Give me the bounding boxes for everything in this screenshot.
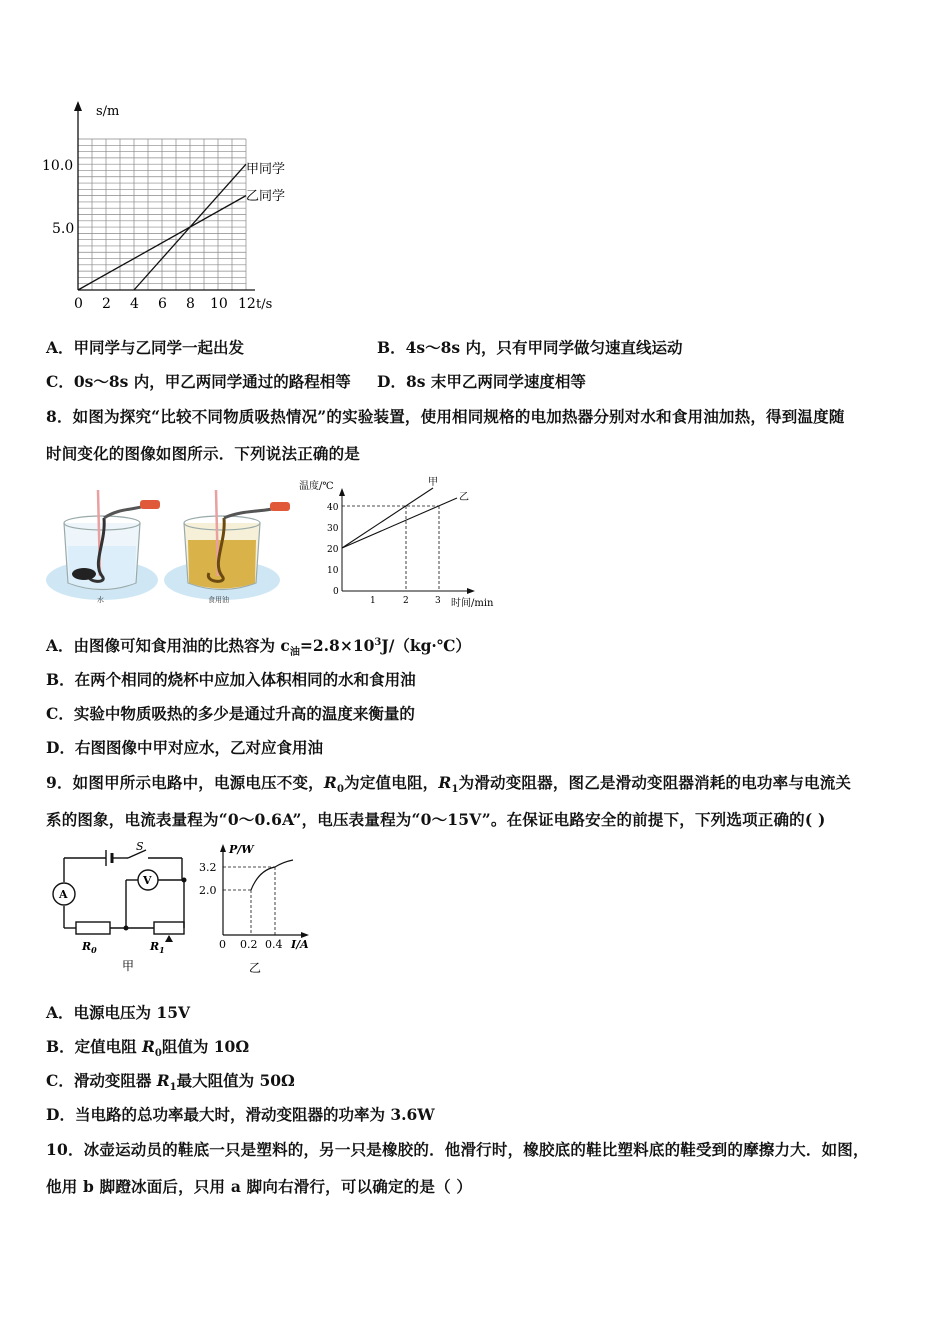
st-graph-label-jia: 甲同学: [246, 162, 286, 177]
q8-stem-line2: 时间变化的图像如图所示．下列说法正确的是: [46, 444, 361, 463]
q9-stem-text-a: 9．如图甲所示电路中，电源电压不变，: [46, 773, 324, 792]
st-graph-y-label: s/m: [96, 104, 120, 119]
q8-graph-line-jia: [342, 488, 433, 548]
q9-graph-x-tick-02: 0.2: [240, 938, 258, 951]
q9-option-b[interactable]: [46, 1035, 249, 1059]
q9-circuit-switch-label: S: [136, 840, 144, 853]
q8-option-a-post: J/（kg·℃）: [381, 636, 471, 655]
q8-option-a-pre: A．由图像可知食用油的比热容为 c: [46, 636, 290, 655]
q9-graph-caption: 乙: [249, 961, 262, 975]
q9-option-c-sub: 1: [169, 1082, 177, 1094]
st-graph-y-arrow: [74, 101, 82, 111]
q7-option-a[interactable]: A．甲同学与乙同学一起出发: [46, 338, 245, 357]
q9-circuit-r0-label: $R_0$: [82, 940, 97, 955]
st-graph: [30, 95, 310, 320]
q9-circuit-voltmeter-label: V: [143, 874, 152, 887]
q9-option-c-pre: C．滑动变阻器: [46, 1071, 157, 1090]
q9-option-c-r: R: [156, 1071, 170, 1090]
q9-option-b-r: R: [142, 1037, 155, 1056]
q8-beaker-water-label: 水: [97, 596, 104, 604]
q9-stem-line1: [46, 771, 851, 795]
q8-temp-graph: [295, 470, 505, 612]
q9-stem-line2: 系的图象，电流表量程为“0～0.6A”，电压表量程为“0～15V”。在保证电路安全的前提下，下列选项正确的( ): [46, 810, 826, 829]
st-graph-x-label: t/s: [256, 297, 273, 312]
q8-graph-x-arrow: [467, 588, 475, 594]
q9-option-b-sub: 0: [154, 1048, 162, 1060]
q7-option-b[interactable]: B．4s～8s 内，只有甲同学做匀速直线运动: [377, 338, 683, 357]
q9-option-b-post: 阻值为 10Ω: [161, 1037, 250, 1056]
q8-graph-y-tick-10: 10: [327, 566, 339, 576]
q8-graph-y-label: 温度/℃: [299, 481, 334, 492]
q8-option-a-sup: 3: [374, 636, 382, 648]
q9-graph-curve: [251, 860, 293, 890]
q9-option-c[interactable]: [46, 1069, 295, 1093]
q9-circuit-caption: 甲: [122, 959, 135, 973]
st-graph-x-tick: 4: [130, 296, 139, 312]
q7-option-d[interactable]: D．8s 末甲乙两同学速度相等: [377, 372, 586, 391]
q9-stem-text-b: 为定值电阻，: [344, 773, 439, 792]
q8-option-b[interactable]: B．在两个相同的烧杯中应加入体积相同的水和食用油: [46, 670, 416, 689]
st-graph-x-tick: 8: [186, 296, 195, 312]
q10-stem-line1: 10．冰壶运动员的鞋底一只是塑料的，另一只是橡胶的．他滑行时，橡胶底的鞋比塑料底的鞋受到的摩擦力大．如图，: [46, 1140, 869, 1159]
q9-graph-y-arrow: [220, 844, 226, 852]
q8-graph-x-tick-3: 3: [435, 596, 441, 606]
q8-graph-line-yi: [342, 498, 457, 548]
q9-option-b-pre: B．定值电阻: [46, 1037, 142, 1056]
q9-circuit-ammeter-label: A: [59, 888, 68, 901]
st-graph-y-tick-5: 5.0: [52, 221, 75, 237]
q9-option-d[interactable]: D．当电路的总功率最大时，滑动变阻器的功率为 3.6W: [46, 1105, 435, 1124]
q8-beaker-oil-label: 食用油: [208, 596, 229, 604]
q10-stem-line2: 他用 b 脚蹬冰面后，只用 a 脚向右滑行，可以确定的是（ ）: [46, 1177, 473, 1196]
q9-graph-x-tick-04: 0.4: [265, 938, 283, 951]
q7-option-c[interactable]: C．0s～8s 内，甲乙两同学通过的路程相等: [46, 372, 351, 391]
q9-graph-x-label: I/A: [291, 938, 309, 951]
q9-circuit-diagram: [44, 840, 204, 980]
q8-graph-x-tick-1: 1: [370, 596, 376, 606]
st-graph-grid: [78, 139, 246, 290]
st-graph-x-tick: 12: [238, 296, 256, 312]
q8-beaker-water: [44, 488, 164, 608]
q8-graph-y-tick-20: 20: [327, 545, 339, 555]
q8-graph-y-arrow: [339, 488, 345, 496]
q9-graph-y-label: P/W: [229, 843, 254, 856]
q9-option-a[interactable]: A．电源电压为 15V: [46, 1003, 191, 1022]
st-graph-x-tick: 10: [210, 296, 228, 312]
q8-option-d[interactable]: D．右图图像中甲对应水，乙对应食用油: [46, 738, 323, 757]
st-graph-label-yi: 乙同学: [246, 189, 286, 204]
q8-option-a-mid: =2.8×10: [299, 636, 375, 655]
st-graph-x-ticks: [74, 296, 256, 312]
q8-option-a-sub: 油: [289, 647, 300, 659]
q9-circuit-r1-label: $R_1$: [150, 940, 165, 955]
q8-graph-label-yi: 乙: [459, 492, 469, 503]
q8-graph-x-label: 时间/min: [451, 598, 494, 609]
q8-option-a[interactable]: [46, 634, 471, 658]
q8-graph-x-tick-2: 2: [403, 596, 409, 606]
q9-stem-text-c: 为滑动变阻器，图乙是滑动变阻器消耗的电功率与电流关: [458, 773, 852, 792]
q9-stem-r1-sub: 1: [451, 784, 459, 796]
q8-graph-label-jia: 甲: [428, 477, 438, 488]
q9-stem-r1: R: [438, 773, 452, 792]
st-graph-x-tick: 6: [158, 296, 167, 312]
q8-beaker-oil: [162, 488, 297, 608]
q8-graph-y-tick-40: 40: [327, 503, 339, 513]
q9-stem-r0: R: [323, 773, 337, 792]
q9-graph-y-tick-20: 2.0: [199, 884, 217, 897]
st-graph-y-tick-10: 10.0: [42, 158, 74, 174]
q9-stem-r0-sub: 0: [336, 784, 345, 796]
q8-option-c[interactable]: C．实验中物质吸热的多少是通过升高的温度来衡量的: [46, 704, 415, 723]
q9-graph-y-tick-32: 3.2: [199, 861, 217, 874]
q9-option-c-post: 最大阻值为 50Ω: [176, 1071, 295, 1090]
q8-graph-y-tick-0: 0: [333, 587, 339, 597]
q9-graph-x-tick-0: 0: [219, 938, 226, 951]
q9-power-graph: [195, 840, 325, 980]
q8-stem-line1: 8．如图为探究“比较不同物质吸热情况”的实验装置，使用相同规格的电加热器分别对水和食用油加热，得到温度随: [46, 407, 845, 426]
st-graph-x-tick: 2: [102, 296, 111, 312]
q8-graph-y-tick-30: 30: [327, 524, 339, 534]
st-graph-x-tick: 0: [74, 296, 83, 312]
